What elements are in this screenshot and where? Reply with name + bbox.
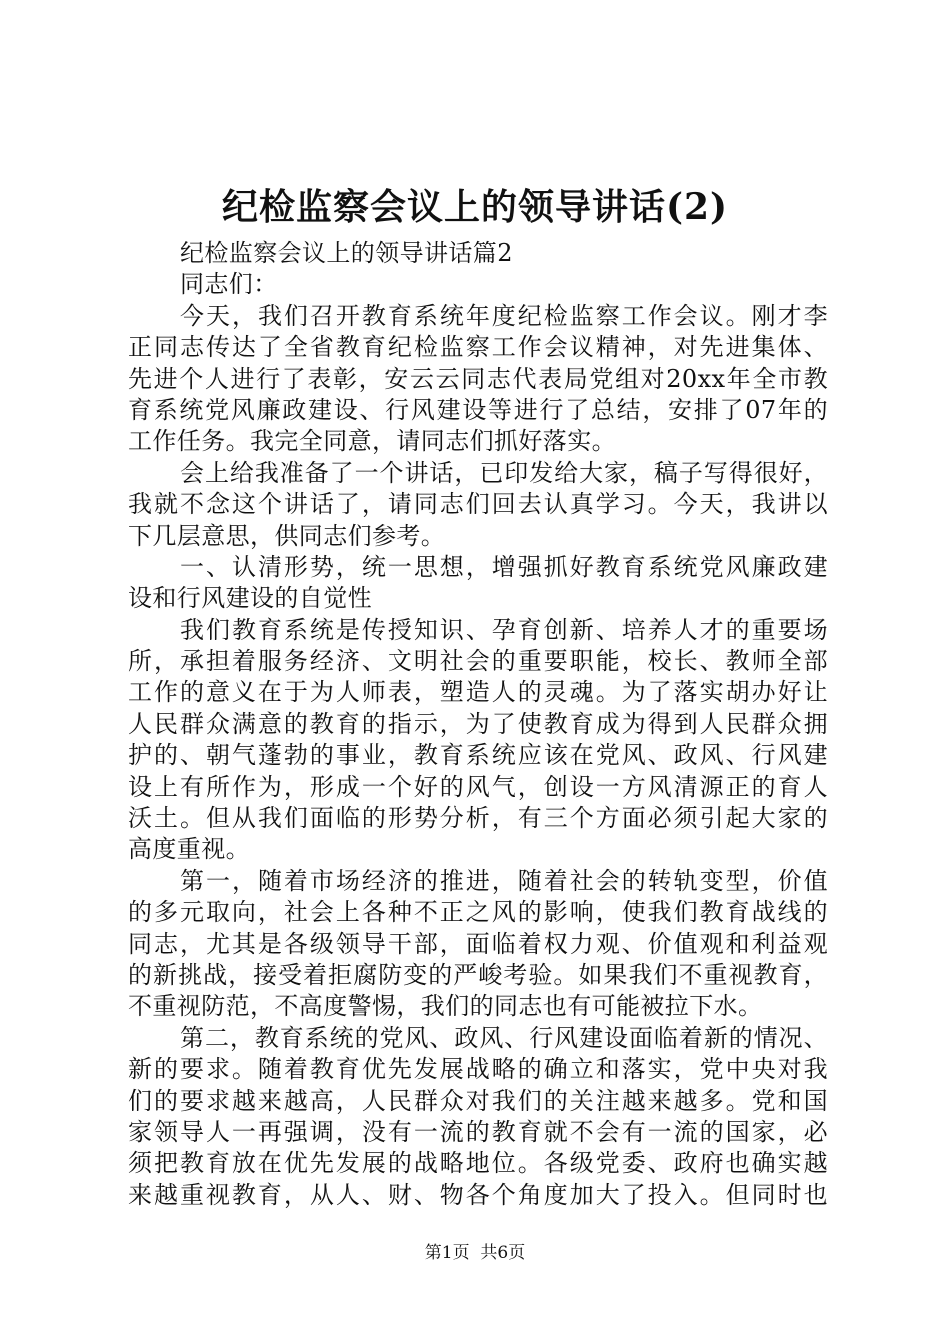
- page-number-label: 第1页 共6页: [424, 1243, 526, 1263]
- text-line: 须把教育放在优先发展的战略地位。各级党委、政府也确实越: [128, 1149, 828, 1178]
- text-line: 家领导人一再强调，没有一流的教育就不会有一流的国家，必: [128, 1117, 828, 1146]
- page-footer: [0, 1241, 950, 1265]
- text-line: 工作的意义在于为人师表，塑造人的灵魂。为了落实胡办好让: [128, 678, 828, 707]
- greeting-line: 同志们：: [180, 270, 278, 299]
- text-line: 第一，随着市场经济的推进，随着社会的转轨变型，价值: [180, 866, 828, 895]
- text-line: 工作任务。我完全同意，请同志们抓好落实。: [128, 427, 616, 456]
- document-title: 纪检监察会议上的领导讲话(2): [221, 186, 729, 228]
- text-line: 所，承担着服务经济、文明社会的重要职能，校长、教师全部: [128, 647, 828, 676]
- text-line: 先进个人进行了表彰，安云云同志代表局党组对20xx年全市教: [128, 364, 828, 393]
- text-line: 新的要求。随着教育优先发展战略的确立和落实，党中央对我: [128, 1055, 828, 1084]
- text-line: 来越重视教育，从人、财、物各个角度加大了投入。但同时也: [128, 1180, 828, 1209]
- text-line: 第二，教育系统的党风、政风、行风建设面临着新的情况、: [180, 1023, 828, 1052]
- text-line: 设上有所作为，形成一个好的风气，创设一方风清源正的育人: [128, 772, 828, 801]
- text-line: 一、认清形势，统一思想，增强抓好教育系统党风廉政建: [180, 552, 828, 581]
- paragraph-lines: [128, 301, 828, 1211]
- text-line: 我就不念这个讲话了，请同志们回去认真学习。今天，我讲以: [128, 490, 828, 519]
- document-body: [128, 238, 828, 1211]
- text-line: 我们教育系统是传授知识、孕育创新、培养人才的重要场: [180, 615, 828, 644]
- text-line: 高度重视。: [128, 835, 250, 864]
- text-line: 同志，尤其是各级领导干部，面临着权力观、价值观和利益观: [128, 929, 828, 958]
- text-line: 们的要求越来越高，人民群众对我们的关注越来越多。党和国: [128, 1086, 828, 1115]
- text-line: 的新挑战，接受着拒腐防变的严峻考验。如果我们不重视教育，: [128, 960, 828, 989]
- text-line: 今天，我们召开教育系统年度纪检监察工作会议。刚才李: [180, 301, 828, 330]
- text-line: 育系统党风廉政建设、行风建设等进行了总结，安排了07年的: [128, 395, 828, 424]
- document-subtitle: 纪检监察会议上的领导讲话篇2: [180, 239, 513, 267]
- text-line: 会上给我准备了一个讲话，已印发给大家，稿子写得很好，: [180, 458, 828, 487]
- text-line: 正同志传达了全省教育纪检监察工作会议精神，对先进集体、: [128, 333, 828, 362]
- text-line: 设和行风建设的自觉性: [128, 584, 372, 613]
- text-line: 不重视防范，不高度警惕，我们的同志也有可能被拉下水。: [128, 992, 763, 1021]
- text-line: 人民群众满意的教育的指示，为了使教育成为得到人民群众拥: [128, 709, 828, 738]
- text-line: 沃土。但从我们面临的形势分析，有三个方面必须引起大家的: [128, 804, 828, 833]
- text-line: 护的、朝气蓬勃的事业，教育系统应该在党风、政风、行风建: [128, 741, 828, 770]
- text-line: 的多元取向，社会上各种不正之风的影响，使我们教育战线的: [128, 898, 828, 927]
- text-line: 下几层意思，供同志们参考。: [128, 521, 446, 550]
